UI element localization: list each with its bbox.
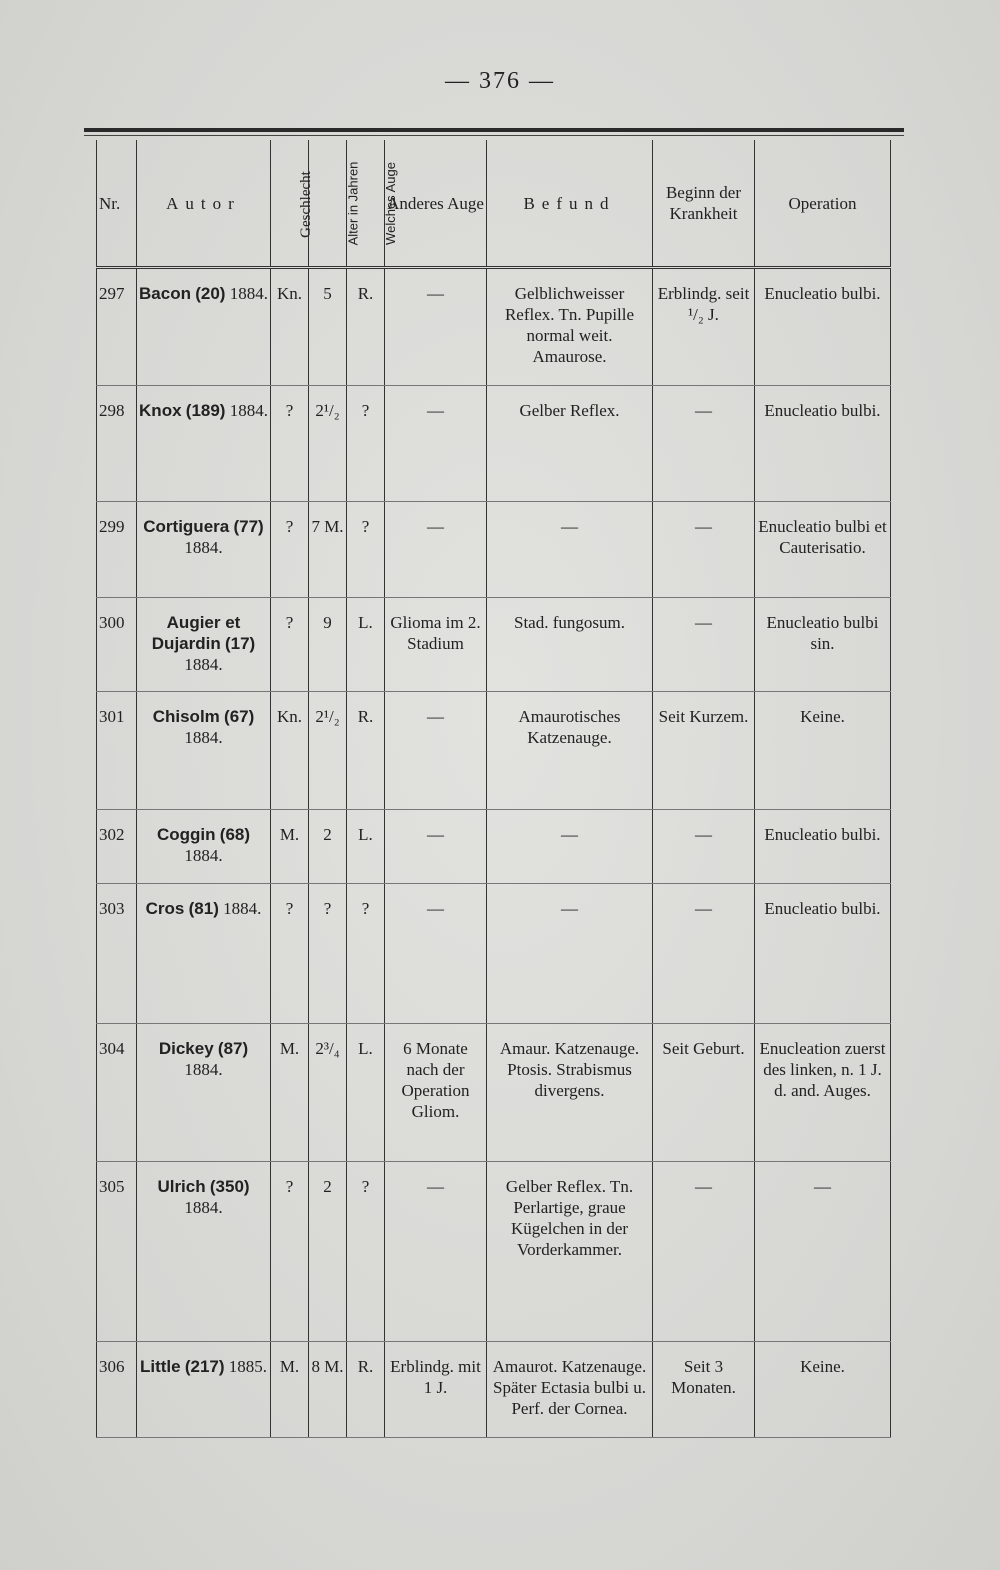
cell-geschlecht: ? [271,502,309,598]
cell-welches-auge: R. [347,692,385,810]
cell-welches-auge: R. [347,1342,385,1438]
cell-nr: 306 [97,1342,137,1438]
cell-nr: 305 [97,1162,137,1342]
cell-welches-auge: L. [347,1024,385,1162]
author-name: Dickey [158,1039,214,1058]
author-name: Ulrich [157,1177,206,1196]
cell-alter: 8 M. [309,1342,347,1438]
header-autor: Autor [137,140,271,268]
table-row [97,598,891,692]
author-year: 1884. [184,728,223,747]
cell-nr: 303 [97,884,137,1024]
cell-autor [137,386,271,502]
cell-autor [137,1342,271,1438]
author-name: Coggin [156,825,216,844]
cell-alter: ? [309,884,347,1024]
author-year: 1885. [228,1357,268,1376]
author-reference: (20) [195,284,226,303]
author-year: 1884. [184,1060,223,1079]
cell-alter: 2 [309,1162,347,1342]
cell-autor [137,810,271,884]
cell-beginn: — [653,598,755,692]
cell-beginn: — [653,884,755,1024]
cell-befund: — [487,810,653,884]
table-row [97,692,891,810]
author-reference: (81) [188,899,219,918]
cell-alter: 9 [309,598,347,692]
cell-alter: 2³/₄ [309,1024,347,1162]
cell-alter: 2¹/₂ [309,692,347,810]
table-row [97,1342,891,1438]
table-row [97,810,891,884]
cell-nr: 299 [97,502,137,598]
cell-anderes-auge: — [385,692,487,810]
cell-autor [137,1162,271,1342]
cell-geschlecht: M. [271,1342,309,1438]
cell-geschlecht: ? [271,598,309,692]
cell-anderes-auge: 6 Monate nach der Operation Gliom. [385,1024,487,1162]
cell-anderes-auge: — [385,884,487,1024]
cell-anderes-auge: — [385,1162,487,1342]
cell-befund: Gelber Reflex. [487,386,653,502]
cell-welches-auge: L. [347,810,385,884]
header-nr: Nr. [97,140,137,268]
author-name: Cortiguera [143,517,230,536]
cell-befund: Gelber Reflex. Tn. Perlartige, graue Kügelchen in der Vorderkammer. [487,1162,653,1342]
cell-beginn: Seit Kurzem. [653,692,755,810]
header-welches-auge: Welches Auge [347,140,385,268]
cell-welches-auge: ? [347,386,385,502]
cell-operation: Enucleatio bulbi. [755,810,891,884]
case-table [96,140,891,1438]
cell-beginn: — [653,810,755,884]
cell-befund: Gelblichweisser Reflex. Tn. Pupille normal weit. Amaurose. [487,268,653,386]
header-alter: Alter in Jahren [309,140,347,268]
cell-anderes-auge: Erblindg. mit 1 J. [385,1342,487,1438]
top-rule [84,128,904,132]
page-number: — 376 — [445,68,555,94]
cell-autor [137,884,271,1024]
cell-anderes-auge: — [385,268,487,386]
cell-nr: 304 [97,1024,137,1162]
cell-alter: 2 [309,810,347,884]
author-year: 1884. [184,1198,223,1217]
cell-befund: — [487,502,653,598]
cell-operation: Keine. [755,692,891,810]
cell-alter: 2¹/₂ [309,386,347,502]
author-name: Bacon [139,284,191,303]
table-row [97,268,891,386]
cell-anderes-auge: — [385,810,487,884]
author-reference: (217) [184,1357,225,1376]
author-reference: (17) [224,634,256,653]
cell-operation: Enucleatio bulbi. [755,268,891,386]
cell-befund: Stad. fungosum. [487,598,653,692]
author-name: Augier et Dujardin [151,613,241,653]
cell-welches-auge: ? [347,884,385,1024]
header-operation: Operation [755,140,891,268]
top-rule-thin [84,135,904,136]
cell-beginn: — [653,386,755,502]
author-name: Chisolm [152,707,220,726]
cell-geschlecht: ? [271,386,309,502]
author-year: 1884. [223,899,262,918]
cell-welches-auge: L. [347,598,385,692]
cell-geschlecht: Kn. [271,692,309,810]
cell-operation: — [755,1162,891,1342]
cell-geschlecht: M. [271,1024,309,1162]
header-beginn: Beginn der Krankheit [653,140,755,268]
author-reference: (87) [217,1039,249,1058]
cell-beginn: — [653,1162,755,1342]
cell-autor [137,1024,271,1162]
author-name: Knox [139,401,182,420]
table-row [97,386,891,502]
cell-geschlecht: Kn. [271,268,309,386]
cell-befund: — [487,884,653,1024]
cell-beginn: — [653,502,755,598]
cell-anderes-auge: — [385,386,487,502]
cell-autor [137,692,271,810]
author-reference: (67) [224,707,255,726]
cell-nr: 302 [97,810,137,884]
cell-operation: Keine. [755,1342,891,1438]
cell-anderes-auge: Glioma im 2. Stadium [385,598,487,692]
cell-beginn: Erblindg. seit ¹/₂ J. [653,268,755,386]
cell-geschlecht: M. [271,810,309,884]
table-row [97,1024,891,1162]
cell-autor [137,268,271,386]
author-name: Cros [145,899,185,918]
cell-alter: 5 [309,268,347,386]
author-reference: (68) [219,825,251,844]
cell-befund: Amaurot. Katzenauge. Später Ectasia bulbi u. Perf. der Cornea. [487,1342,653,1438]
cell-operation: Enucleatio bulbi et Cauterisatio. [755,502,891,598]
cell-geschlecht: ? [271,1162,309,1342]
cell-operation: Enucleation zuerst des linken, n. 1 J. d. and. Auges. [755,1024,891,1162]
header-befund: Befund [487,140,653,268]
author-year: 1884. [184,538,223,557]
cell-welches-auge: ? [347,502,385,598]
cell-befund: Amaurotisches Katzenauge. [487,692,653,810]
cell-autor [137,598,271,692]
author-year: 1884. [229,284,268,303]
cell-nr: 298 [97,386,137,502]
header-geschlecht: Geschlecht [271,140,309,268]
author-reference: (350) [209,1177,250,1196]
cell-nr: 297 [97,268,137,386]
author-reference: (189) [185,401,226,420]
cell-welches-auge: ? [347,1162,385,1342]
cell-nr: 300 [97,598,137,692]
table-row [97,884,891,1024]
author-year: 1884. [184,655,223,674]
author-reference: (77) [233,517,264,536]
cell-beginn: Seit 3 Monaten. [653,1342,755,1438]
author-year: 1884. [184,846,223,865]
cell-alter: 7 M. [309,502,347,598]
cell-autor [137,502,271,598]
header-anderes-auge: Anderes Auge [385,140,487,268]
author-year: 1884. [229,401,268,420]
author-name: Little [139,1357,181,1376]
cell-operation: Enucleatio bulbi. [755,386,891,502]
cell-operation: Enucleatio bulbi. [755,884,891,1024]
cell-anderes-auge: — [385,502,487,598]
cell-beginn: Seit Geburt. [653,1024,755,1162]
cell-befund: Amaur. Katzenauge. Ptosis. Strabismus divergens. [487,1024,653,1162]
table-row [97,502,891,598]
cell-welches-auge: R. [347,268,385,386]
cell-geschlecht: ? [271,884,309,1024]
header-row [97,140,891,268]
table-row [97,1162,891,1342]
cell-nr: 301 [97,692,137,810]
cell-operation: Enucleatio bulbi sin. [755,598,891,692]
